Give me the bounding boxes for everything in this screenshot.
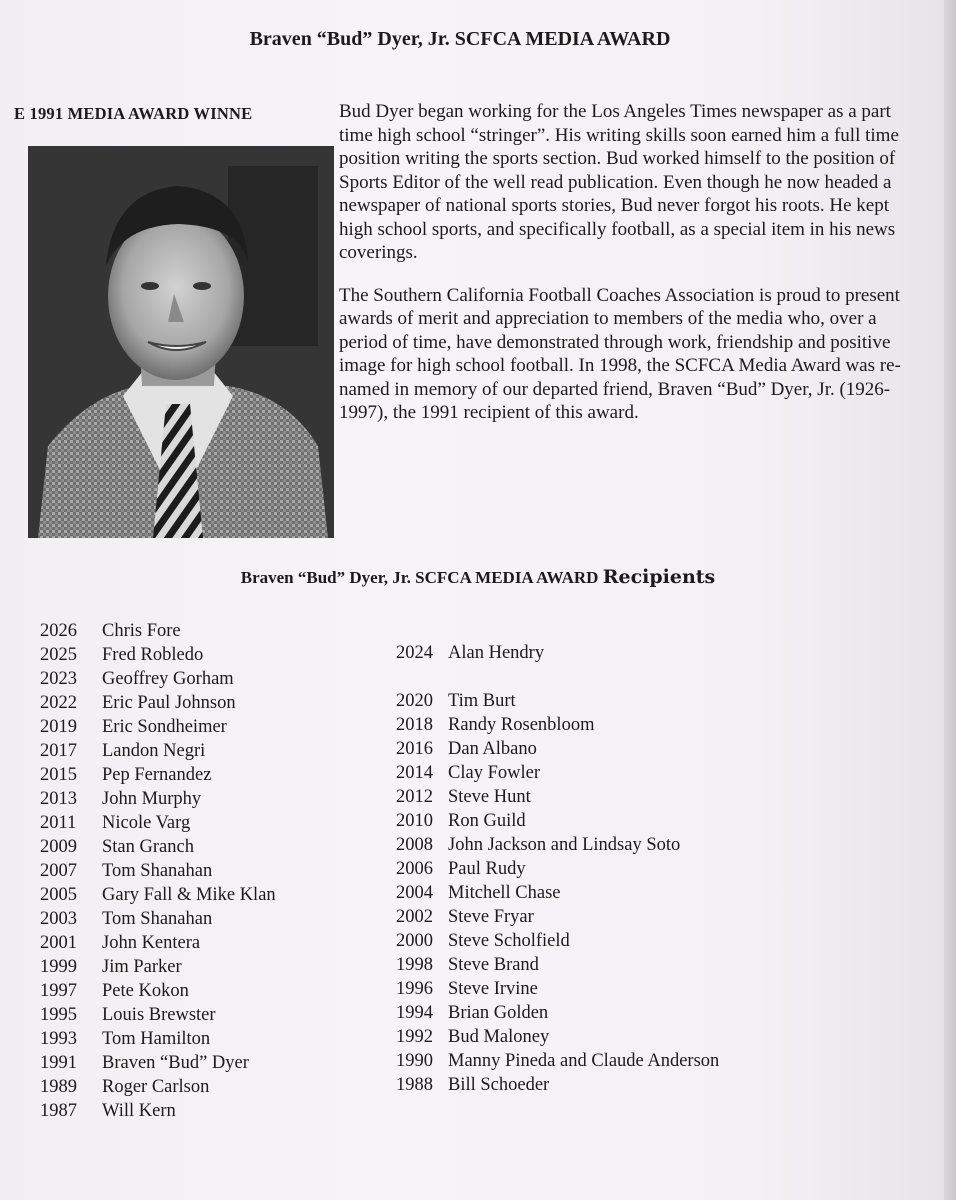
list-item: [396, 737, 719, 761]
page-binding-edge: [944, 0, 956, 1200]
award-year: 1988: [396, 1075, 433, 1095]
recipient-name: Jim Parker: [102, 957, 182, 977]
portrait-illustration: [28, 146, 334, 538]
recipient-name: Mitchell Chase: [448, 883, 561, 903]
list-item: [40, 1051, 276, 1075]
recipient-name: Steve Brand: [448, 955, 539, 975]
recipients-heading-suffix: Recipients: [602, 566, 716, 588]
recipient-name: Nicole Varg: [102, 813, 191, 833]
award-year: 2014: [396, 763, 433, 783]
award-year: 2000: [396, 931, 433, 951]
award-year: 1995: [40, 1005, 77, 1025]
list-item: [40, 1027, 276, 1051]
recipient-name: Roger Carlson: [102, 1077, 210, 1097]
award-year: 1994: [396, 1003, 433, 1023]
recipient-name: Louis Brewster: [102, 1005, 216, 1025]
list-item: [40, 715, 276, 739]
award-year: 2023: [40, 669, 77, 689]
page-title: Braven “Bud” Dyer, Jr. SCFCA MEDIA AWARD: [249, 28, 671, 50]
list-item: [40, 883, 276, 907]
award-year: 2015: [40, 765, 77, 785]
award-year: 1993: [40, 1029, 77, 1049]
list-item: [396, 641, 719, 665]
list-item: [40, 979, 276, 1003]
list-item: [40, 763, 276, 787]
biography-text: [339, 100, 923, 444]
recipient-name: Will Kern: [102, 1101, 176, 1121]
list-spacer: [396, 665, 719, 689]
award-year: 2016: [396, 739, 433, 759]
list-item: [40, 811, 276, 835]
award-year: 2018: [396, 715, 433, 735]
photo-caption: E 1991 MEDIA AWARD WINNE: [14, 104, 253, 123]
recipient-name: Fred Robledo: [102, 645, 204, 665]
recipient-name: Gary Fall & Mike Klan: [102, 885, 276, 905]
recipient-name: Steve Irvine: [448, 979, 538, 999]
award-year: 2019: [40, 717, 77, 737]
list-item: [396, 953, 719, 977]
list-item: [40, 691, 276, 715]
recipient-name: Tom Hamilton: [102, 1029, 211, 1049]
recipient-name: Geoffrey Gorham: [102, 669, 234, 689]
recipient-name: Landon Negri: [102, 741, 206, 761]
list-item: [396, 977, 719, 1001]
list-item: [396, 689, 719, 713]
recipient-name: Steve Hunt: [448, 787, 531, 807]
recipient-name: Tim Burt: [448, 691, 516, 711]
award-year: 1999: [40, 957, 77, 977]
recipient-name: Clay Fowler: [448, 763, 540, 783]
list-item: [396, 1001, 719, 1025]
award-year: 1992: [396, 1027, 433, 1047]
list-item: [396, 713, 719, 737]
award-year: 2024: [396, 643, 433, 663]
recipient-name: John Murphy: [102, 789, 202, 809]
list-item: [40, 859, 276, 883]
award-year: 2009: [40, 837, 77, 857]
award-year: 2020: [396, 691, 433, 711]
list-item: [40, 619, 276, 643]
recipient-name: Tom Shanahan: [102, 861, 213, 881]
recipients-list-left: [40, 619, 276, 1123]
award-year: 1998: [396, 955, 433, 975]
award-year: 2017: [40, 741, 77, 761]
list-item: [40, 643, 276, 667]
award-year: 1990: [396, 1051, 433, 1071]
award-year: 2007: [40, 861, 77, 881]
list-item: [40, 1003, 276, 1027]
list-item: [396, 1049, 719, 1073]
recipient-name: Ron Guild: [448, 811, 526, 831]
award-year: 2002: [396, 907, 433, 927]
award-year: 1987: [40, 1101, 77, 1121]
award-year: 2005: [40, 885, 77, 905]
list-item: [396, 929, 719, 953]
award-year: 2011: [40, 813, 77, 833]
recipients-heading-main: Braven “Bud” Dyer, Jr. SCFCA MEDIA AWARD: [240, 568, 599, 587]
award-year: 1991: [40, 1053, 77, 1073]
bio-paragraph-2: The Southern California Football Coaches Association is proud to present awards of merit and appreciation to members of the media who, over a period of time, have demonstrated through work, friendship and positive image for high school football. In 1998, the SCFCA Media Award was re-named in memory of our departed friend, Braven “Bud” Dyer, Jr. (1926-1997), the 1991 recipient of this award.: [339, 284, 901, 423]
award-year: 1989: [40, 1077, 77, 1097]
award-year: 2012: [396, 787, 433, 807]
list-item: [40, 931, 276, 955]
recipient-name: Randy Rosenbloom: [448, 715, 595, 735]
recipient-name: Bud Maloney: [448, 1027, 550, 1047]
award-year: 2006: [396, 859, 433, 879]
recipient-name: Eric Paul Johnson: [102, 693, 236, 713]
recipient-name: Tom Shanahan: [102, 909, 213, 929]
recipient-name: Dan Albano: [448, 739, 537, 759]
award-year: 2010: [396, 811, 433, 831]
recipient-name: Stan Granch: [102, 837, 194, 857]
recipients-heading: [0, 566, 956, 588]
list-item: [396, 761, 719, 785]
recipient-name: Braven “Bud” Dyer: [102, 1053, 249, 1073]
recipient-name: Manny Pineda and Claude Anderson: [448, 1051, 720, 1071]
award-year: 1997: [40, 981, 77, 1001]
list-item: [396, 1073, 719, 1097]
list-item: [40, 955, 276, 979]
list-item: [396, 833, 719, 857]
recipient-name: John Jackson and Lindsay Soto: [448, 835, 681, 855]
list-item: [40, 667, 276, 691]
award-year: 2025: [40, 645, 77, 665]
award-year: 2004: [396, 883, 433, 903]
list-item: [396, 785, 719, 809]
recipient-name: Steve Scholfield: [448, 931, 570, 951]
recipient-name: John Kentera: [102, 933, 201, 953]
list-item: [40, 907, 276, 931]
recipient-name: Bill Schoeder: [448, 1075, 550, 1095]
list-item: [40, 1099, 276, 1123]
list-item: [40, 739, 276, 763]
bio-paragraph-1: Bud Dyer began working for the Los Angeles Times newspaper as a part time high school “stringer”. His writing skills soon earned him a full time position writing the sports section. Bud worked himself to the position of Sports Editor of the well read publication. Even though he now headed a newspaper of national sports stories, Bud never forgot his roots. He kept high school sports, and specifically football, as a special item in his news coverings.: [339, 101, 899, 263]
list-item: [40, 1075, 276, 1099]
list-item: [396, 857, 719, 881]
award-year: 2026: [40, 621, 77, 641]
list-item: [396, 881, 719, 905]
award-year: 2001: [40, 933, 77, 953]
award-year: 2008: [396, 835, 433, 855]
recipient-name: Pep Fernandez: [102, 765, 212, 785]
recipient-name: Pete Kokon: [102, 981, 189, 1001]
recipient-name: Eric Sondheimer: [102, 717, 227, 737]
award-year: 2022: [40, 693, 77, 713]
award-year: 1996: [396, 979, 433, 999]
recipients-list-right: [396, 641, 719, 1097]
award-year: 2013: [40, 789, 77, 809]
recipient-name: Steve Fryar: [448, 907, 534, 927]
list-item: [396, 809, 719, 833]
award-year: 2003: [40, 909, 77, 929]
recipient-name: Brian Golden: [448, 1003, 549, 1023]
recipient-name: Alan Hendry: [448, 643, 545, 663]
list-item: [40, 787, 276, 811]
list-item: [40, 835, 276, 859]
recipient-name: Paul Rudy: [448, 859, 526, 879]
list-item: [396, 905, 719, 929]
portrait-photo: [28, 146, 334, 538]
recipient-name: Chris Fore: [102, 621, 181, 641]
list-item: [396, 1025, 719, 1049]
